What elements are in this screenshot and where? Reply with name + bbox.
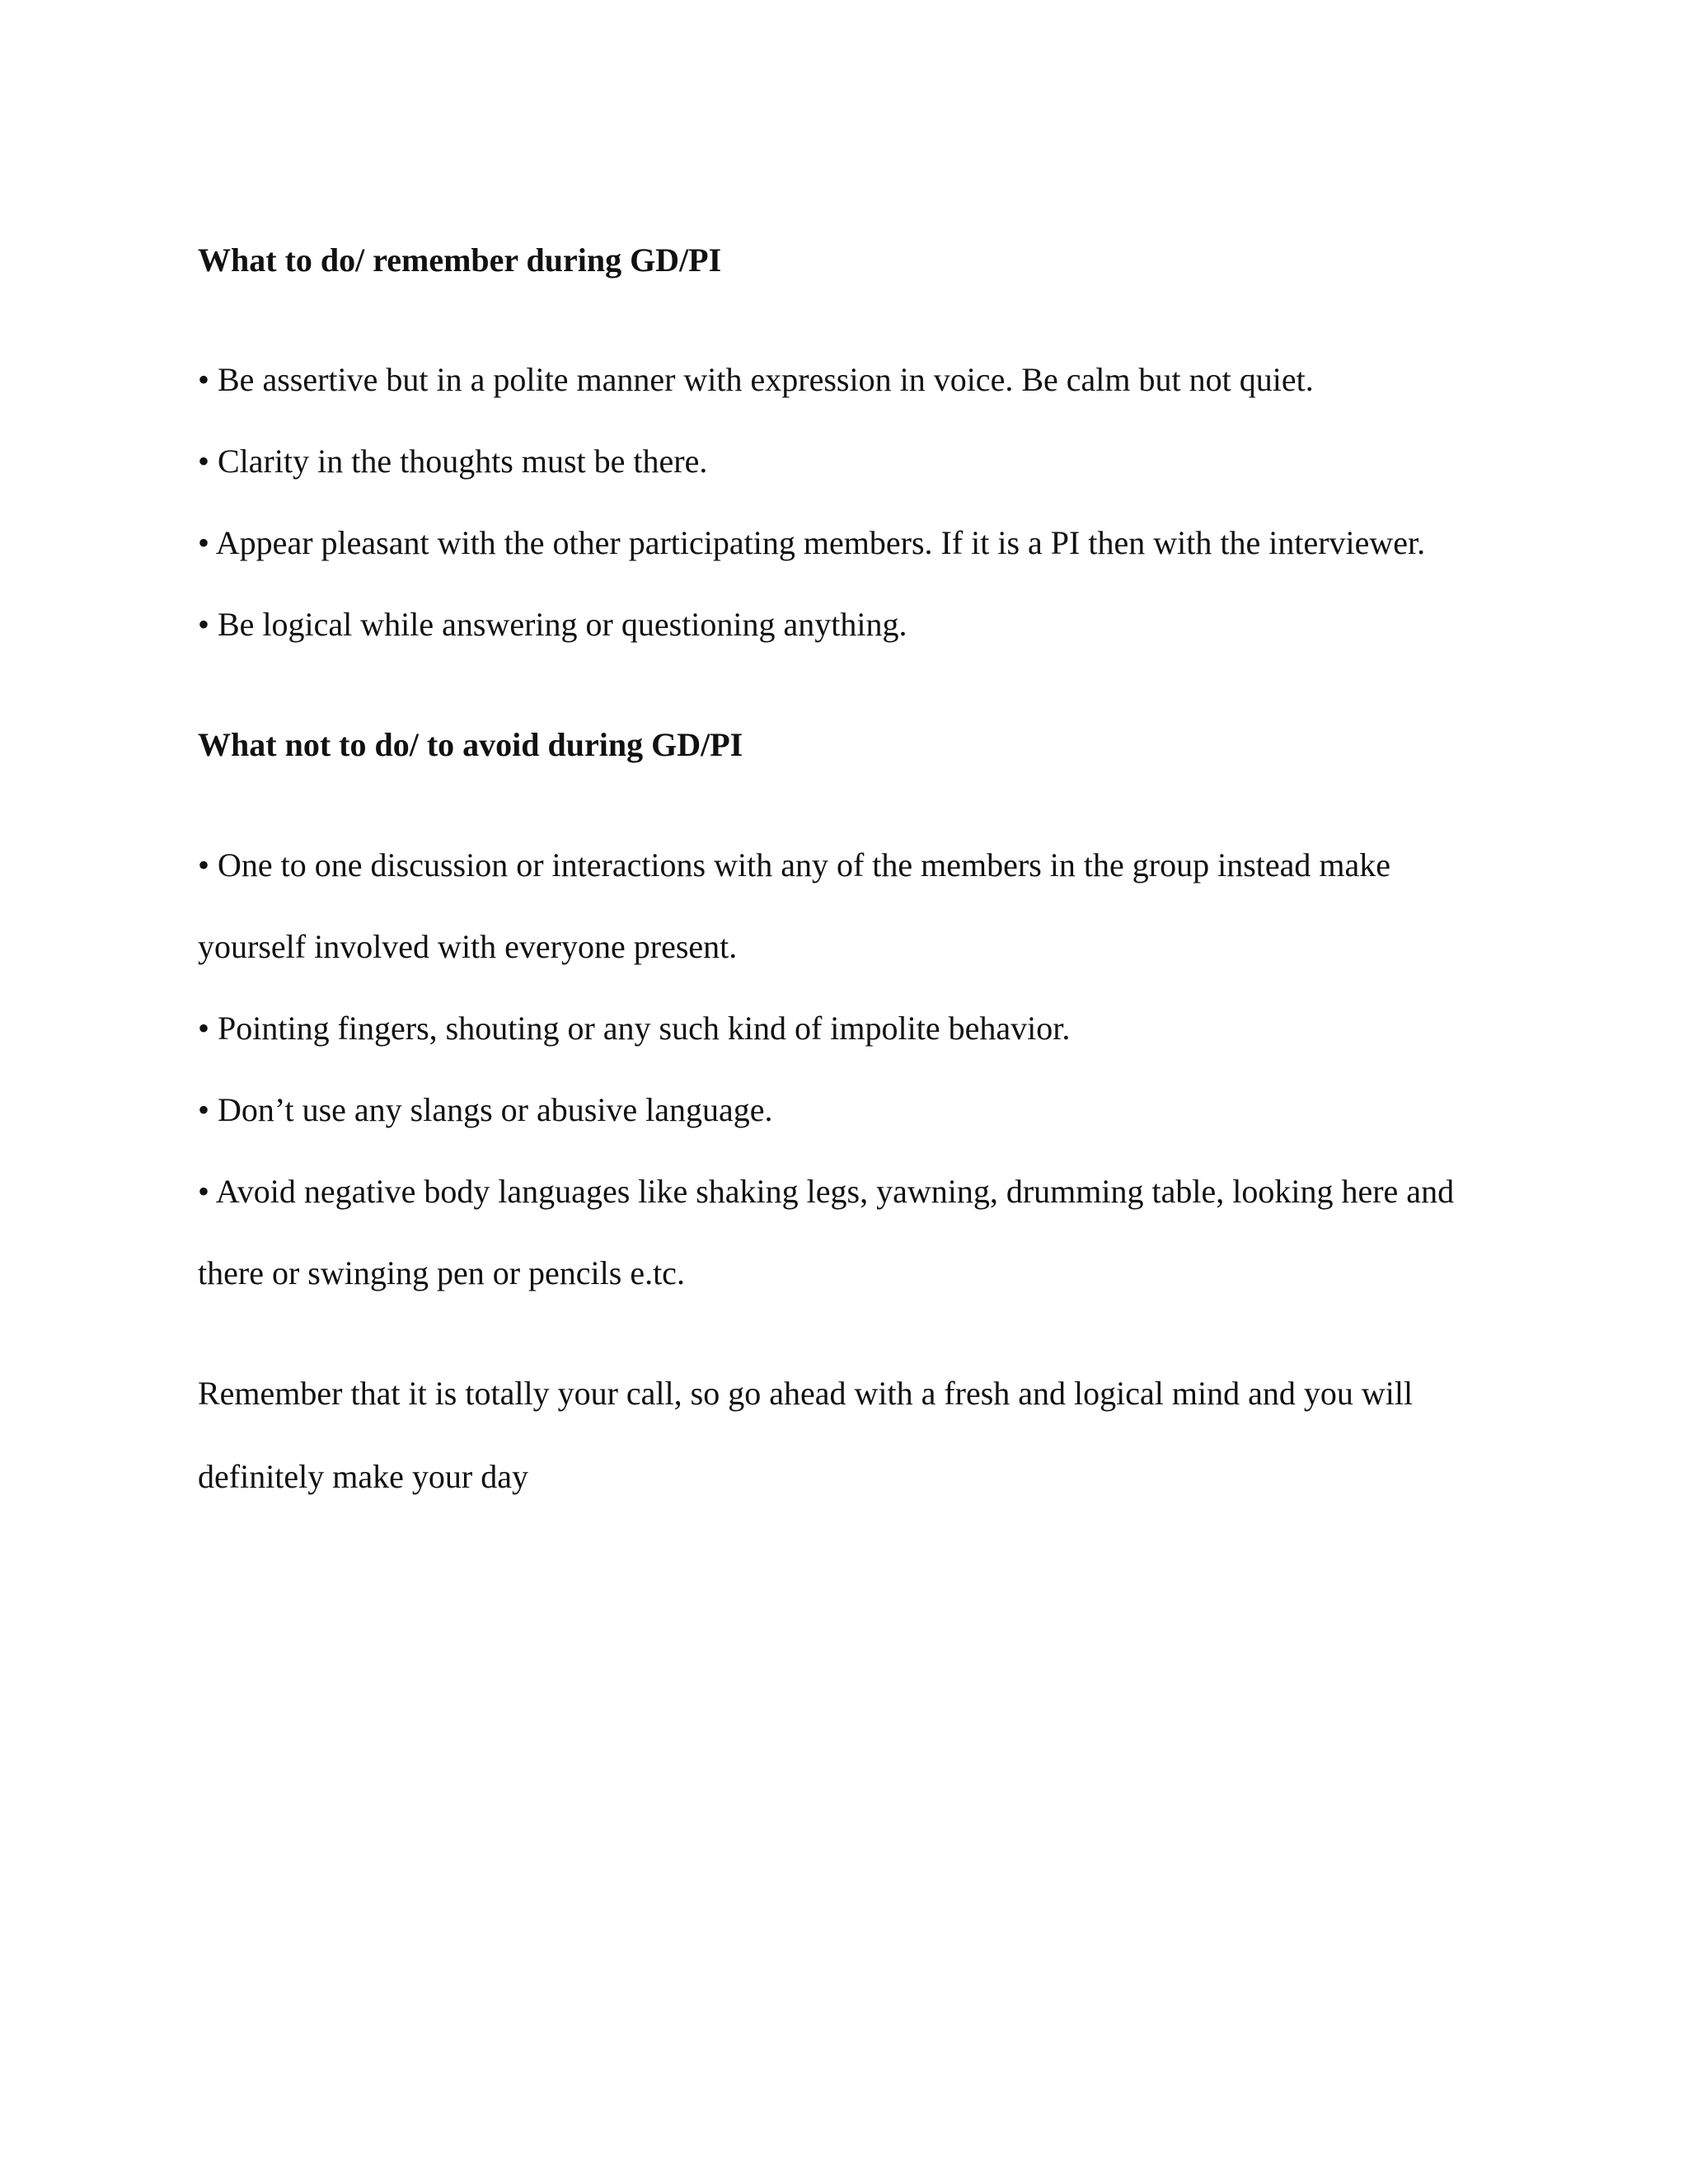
closing-line2: definitely make your day xyxy=(198,1458,528,1495)
bullet-appear-pleasant: • Appear pleasant with the other participating members. If it is a PI then with the interviewer. xyxy=(198,524,1426,561)
bullet-no-slangs: • Don’t use any slangs or abusive language. xyxy=(198,1091,773,1128)
bullet-clarity: • Clarity in the thoughts must be there. xyxy=(198,443,708,480)
bullet-pointing-fingers: • Pointing fingers, shouting or any such kind of impolite behavior. xyxy=(198,1010,1071,1047)
heading-what-to-do: What to do/ remember during GD/PI xyxy=(198,241,722,279)
bullet-be-logical: • Be logical while answering or questioning anything. xyxy=(198,606,907,643)
bullet-negative-body-line2: there or swinging pen or pencils e.tc. xyxy=(198,1254,685,1291)
closing-line1: Remember that it is totally your call, so go ahead with a fresh and logical mind and you will xyxy=(198,1375,1414,1412)
bullet-negative-body-line1: • Avoid negative body languages like shaking legs, yawning, drumming table, looking here and xyxy=(198,1173,1455,1210)
bullet-be-assertive: • Be assertive but in a polite manner with expression in voice. Be calm but not quiet. xyxy=(198,361,1314,398)
bullet-one-to-one-line1: • One to one discussion or interactions with any of the members in the group instead make xyxy=(198,846,1391,883)
bullet-one-to-one-line2: yourself involved with everyone present. xyxy=(198,928,738,965)
heading-what-not-to-do: What not to do/ to avoid during GD/PI xyxy=(198,726,743,763)
